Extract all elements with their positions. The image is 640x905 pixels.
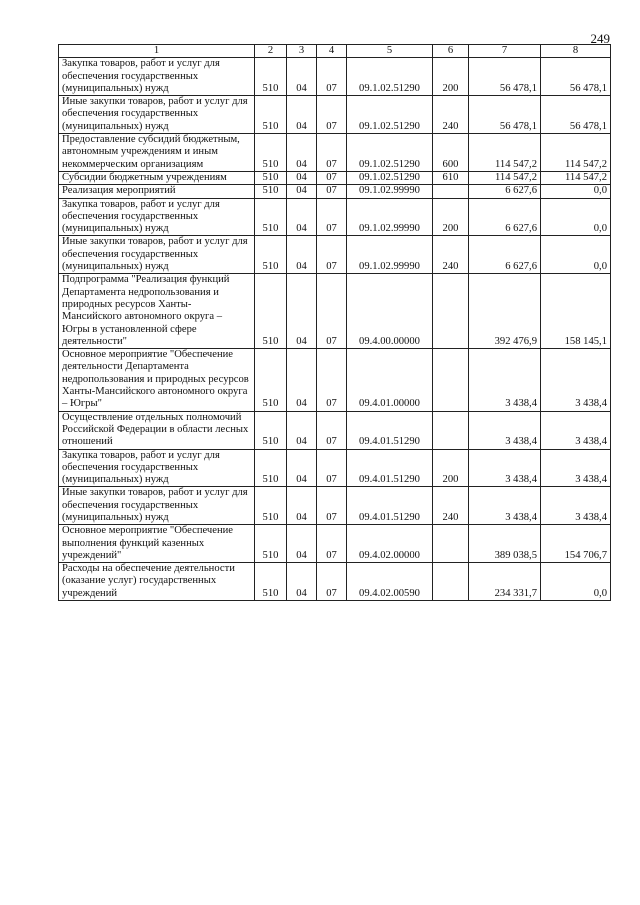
cell-amount-col8: 3 438,4 [541,411,611,449]
cell-target-article: 09.4.02.00590 [347,563,433,601]
cell-subsection: 07 [317,563,347,601]
cell-subsection: 07 [317,185,347,198]
header-col-6: 6 [433,45,469,58]
cell-section: 04 [287,171,317,184]
cell-section: 04 [287,58,317,96]
page-number: 249 [590,31,610,46]
cell-subsection: 07 [317,96,347,134]
cell-amount-col7: 3 438,4 [469,449,541,487]
cell-name: Расходы на обеспечение деятельности (оказание услуг) государственных учреждений [59,563,255,601]
header-row [59,45,611,58]
cell-target-article: 09.4.02.00000 [347,525,433,563]
cell-admin-code: 510 [255,411,287,449]
cell-admin-code: 510 [255,563,287,601]
cell-name: Закупка товаров, работ и услуг для обеспечения государственных (муниципальных) нужд [59,449,255,487]
header-col-8: 8 [541,45,611,58]
header-col-2: 2 [255,45,287,58]
cell-admin-code: 510 [255,198,287,236]
cell-expense-type: 200 [433,198,469,236]
table-row [59,525,611,563]
cell-target-article: 09.1.02.51290 [347,134,433,172]
cell-amount-col8: 114 547,2 [541,171,611,184]
cell-admin-code: 510 [255,96,287,134]
cell-target-article: 09.4.01.51290 [347,411,433,449]
cell-amount-col8: 0,0 [541,236,611,274]
table-row [59,274,611,349]
cell-name: Основное мероприятие "Обеспечение выполнения функций казенных учреждений" [59,525,255,563]
cell-admin-code: 510 [255,134,287,172]
cell-amount-col7: 3 438,4 [469,349,541,411]
cell-section: 04 [287,411,317,449]
cell-section: 04 [287,198,317,236]
cell-admin-code: 510 [255,525,287,563]
cell-name: Субсидии бюджетным учреждениям [59,171,255,184]
cell-expense-type [433,185,469,198]
cell-subsection: 07 [317,449,347,487]
cell-expense-type: 600 [433,134,469,172]
table-row [59,449,611,487]
cell-amount-col7: 389 038,5 [469,525,541,563]
cell-target-article: 09.4.01.51290 [347,449,433,487]
cell-amount-col8: 3 438,4 [541,449,611,487]
cell-amount-col8: 56 478,1 [541,96,611,134]
cell-expense-type: 240 [433,487,469,525]
cell-subsection: 07 [317,525,347,563]
cell-admin-code: 510 [255,58,287,96]
cell-expense-type [433,349,469,411]
cell-amount-col7: 56 478,1 [469,96,541,134]
cell-section: 04 [287,525,317,563]
cell-target-article: 09.1.02.99990 [347,185,433,198]
table-row [59,171,611,184]
table-row [59,487,611,525]
table-row [59,96,611,134]
table-row [59,134,611,172]
cell-target-article: 09.1.02.51290 [347,58,433,96]
header-col-5: 5 [347,45,433,58]
cell-name: Основное мероприятие "Обеспечение деятельности Департамента недропользования и природных ресурсов Ханты-Мансийского автономного округа – Югры" [59,349,255,411]
cell-amount-col7: 6 627,6 [469,198,541,236]
cell-admin-code: 510 [255,349,287,411]
cell-target-article: 09.4.01.51290 [347,487,433,525]
cell-subsection: 07 [317,274,347,349]
cell-target-article: 09.1.02.99990 [347,198,433,236]
cell-amount-col8: 3 438,4 [541,487,611,525]
cell-amount-col7: 56 478,1 [469,58,541,96]
cell-target-article: 09.1.02.51290 [347,171,433,184]
cell-section: 04 [287,487,317,525]
cell-section: 04 [287,185,317,198]
cell-target-article: 09.4.01.00000 [347,349,433,411]
table-row [59,563,611,601]
cell-name: Закупка товаров, работ и услуг для обеспечения государственных (муниципальных) нужд [59,198,255,236]
cell-section: 04 [287,563,317,601]
cell-expense-type: 200 [433,58,469,96]
header-col-7: 7 [469,45,541,58]
cell-expense-type [433,525,469,563]
cell-admin-code: 510 [255,171,287,184]
cell-subsection: 07 [317,58,347,96]
cell-subsection: 07 [317,411,347,449]
cell-expense-type [433,411,469,449]
cell-name: Закупка товаров, работ и услуг для обеспечения государственных (муниципальных) нужд [59,58,255,96]
cell-subsection: 07 [317,198,347,236]
cell-amount-col8: 0,0 [541,185,611,198]
cell-expense-type: 240 [433,236,469,274]
cell-target-article: 09.1.02.99990 [347,236,433,274]
cell-amount-col8: 114 547,2 [541,134,611,172]
table-row [59,198,611,236]
cell-amount-col8: 0,0 [541,198,611,236]
table-row [59,411,611,449]
cell-admin-code: 510 [255,449,287,487]
cell-amount-col7: 392 476,9 [469,274,541,349]
header-col-4: 4 [317,45,347,58]
cell-subsection: 07 [317,171,347,184]
cell-name: Осуществление отдельных полномочий Российской Федерации в области лесных отношений [59,411,255,449]
budget-table [58,44,611,601]
cell-amount-col8: 0,0 [541,563,611,601]
cell-amount-col8: 56 478,1 [541,58,611,96]
cell-amount-col8: 3 438,4 [541,349,611,411]
cell-amount-col7: 234 331,7 [469,563,541,601]
cell-section: 04 [287,236,317,274]
cell-name: Подпрограмма "Реализация функций Департамента недропользования и природных ресурсов Ханты-Мансийского автономного округа – Югры в установленной сфере деятельности" [59,274,255,349]
cell-amount-col7: 114 547,2 [469,171,541,184]
cell-section: 04 [287,134,317,172]
cell-admin-code: 510 [255,487,287,525]
cell-expense-type [433,563,469,601]
cell-expense-type [433,274,469,349]
cell-expense-type: 200 [433,449,469,487]
cell-amount-col8: 158 145,1 [541,274,611,349]
cell-subsection: 07 [317,134,347,172]
cell-amount-col7: 114 547,2 [469,134,541,172]
cell-subsection: 07 [317,349,347,411]
cell-amount-col8: 154 706,7 [541,525,611,563]
header-col-1: 1 [59,45,255,58]
cell-expense-type: 610 [433,171,469,184]
table-row [59,58,611,96]
header-col-3: 3 [287,45,317,58]
cell-admin-code: 510 [255,185,287,198]
cell-section: 04 [287,96,317,134]
table-row [59,349,611,411]
cell-name: Иные закупки товаров, работ и услуг для обеспечения государственных (муниципальных) нужд [59,96,255,134]
cell-amount-col7: 3 438,4 [469,487,541,525]
cell-target-article: 09.1.02.51290 [347,96,433,134]
cell-name: Предоставление субсидий бюджетным, автономным учреждениям и иным некоммерческим организациям [59,134,255,172]
cell-section: 04 [287,349,317,411]
cell-subsection: 07 [317,487,347,525]
cell-section: 04 [287,274,317,349]
cell-expense-type: 240 [433,96,469,134]
cell-amount-col7: 3 438,4 [469,411,541,449]
cell-name: Иные закупки товаров, работ и услуг для обеспечения государственных (муниципальных) нужд [59,487,255,525]
cell-amount-col7: 6 627,6 [469,185,541,198]
cell-admin-code: 510 [255,236,287,274]
cell-section: 04 [287,449,317,487]
cell-subsection: 07 [317,236,347,274]
table-row [59,185,611,198]
cell-amount-col7: 6 627,6 [469,236,541,274]
cell-target-article: 09.4.00.00000 [347,274,433,349]
cell-name: Иные закупки товаров, работ и услуг для обеспечения государственных (муниципальных) нужд [59,236,255,274]
cell-admin-code: 510 [255,274,287,349]
cell-name: Реализация мероприятий [59,185,255,198]
table-row [59,236,611,274]
